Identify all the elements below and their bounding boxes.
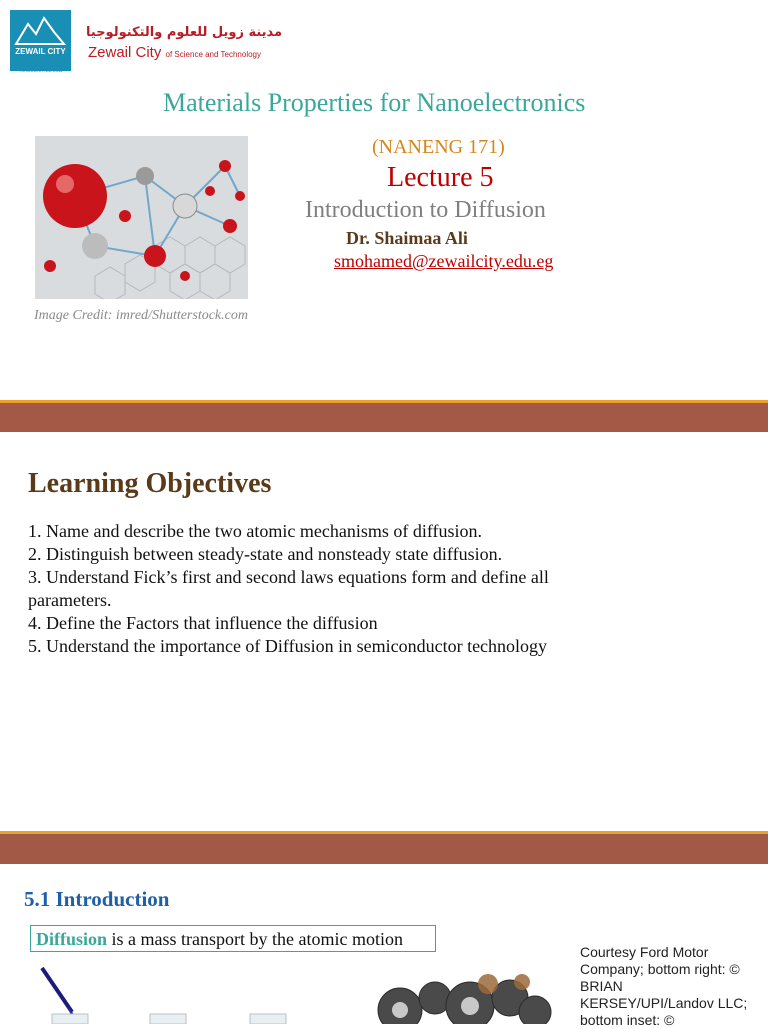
objective-item: 2. Distinguish between steady-state and nonsteady state diffusion. xyxy=(28,544,503,564)
logo-badge: ZEWAIL CITY xyxy=(15,47,66,56)
logo-english-text xyxy=(88,44,261,61)
course-title: Materials Properties for Nanoelectronics xyxy=(163,88,586,117)
courtesy-text: Courtesy Ford Motor Company; bottom right: © BRIAN KERSEY/UPI/Landov LLC; bottom inset: © xyxy=(580,944,748,1028)
lecture-number: Lecture 5 xyxy=(387,162,494,193)
lecture-subtitle: Introduction to Diffusion xyxy=(305,197,546,223)
objectives-list xyxy=(28,520,628,658)
logo-arabic-text: مدينة زويل للعلوم والتكنولوجيا xyxy=(86,25,283,40)
logo-established: ESTABLISHED 2000 xyxy=(20,63,62,68)
logo-mark-icon xyxy=(10,10,71,50)
logo-inaugurated: INAUGURATED 2011 xyxy=(19,68,63,73)
zewail-logo xyxy=(10,10,71,71)
slide-divider xyxy=(0,834,768,864)
learning-objectives-heading: Learning Objectives xyxy=(28,468,272,499)
objective-item: 1. Name and describe the two atomic mechanisms of diffusion. xyxy=(28,521,483,541)
definition-term: Diffusion xyxy=(36,929,108,949)
objective-item: 4. Define the Factors that influence the diffusion xyxy=(28,613,378,633)
logo-tagline: of Science and Technology xyxy=(165,50,262,59)
molecule-image xyxy=(35,136,248,299)
author-name: Dr. Shaimaa Ali xyxy=(346,228,468,248)
image-credit: Image Credit: imred/Shutterstock.com xyxy=(34,308,248,323)
logo-dates xyxy=(8,63,74,73)
objective-item: 3. Understand Fick’s first and second laws equations form and define all parameters. xyxy=(28,567,549,610)
definition-text: is a mass transport by the atomic motion xyxy=(107,929,403,949)
author-email-link[interactable]: smohamed@zewailcity.edu.eg xyxy=(334,251,554,271)
diffusion-illustrations xyxy=(30,962,560,1024)
definition-box xyxy=(30,925,436,952)
logo-name: Zewail City xyxy=(88,44,162,61)
slide-divider xyxy=(0,403,768,432)
objective-item: 5. Understand the importance of Diffusion in semiconductor technology xyxy=(28,636,548,656)
course-code: (NANENG 171) xyxy=(372,136,505,158)
section-heading: 5.1 Introduction xyxy=(24,887,170,911)
